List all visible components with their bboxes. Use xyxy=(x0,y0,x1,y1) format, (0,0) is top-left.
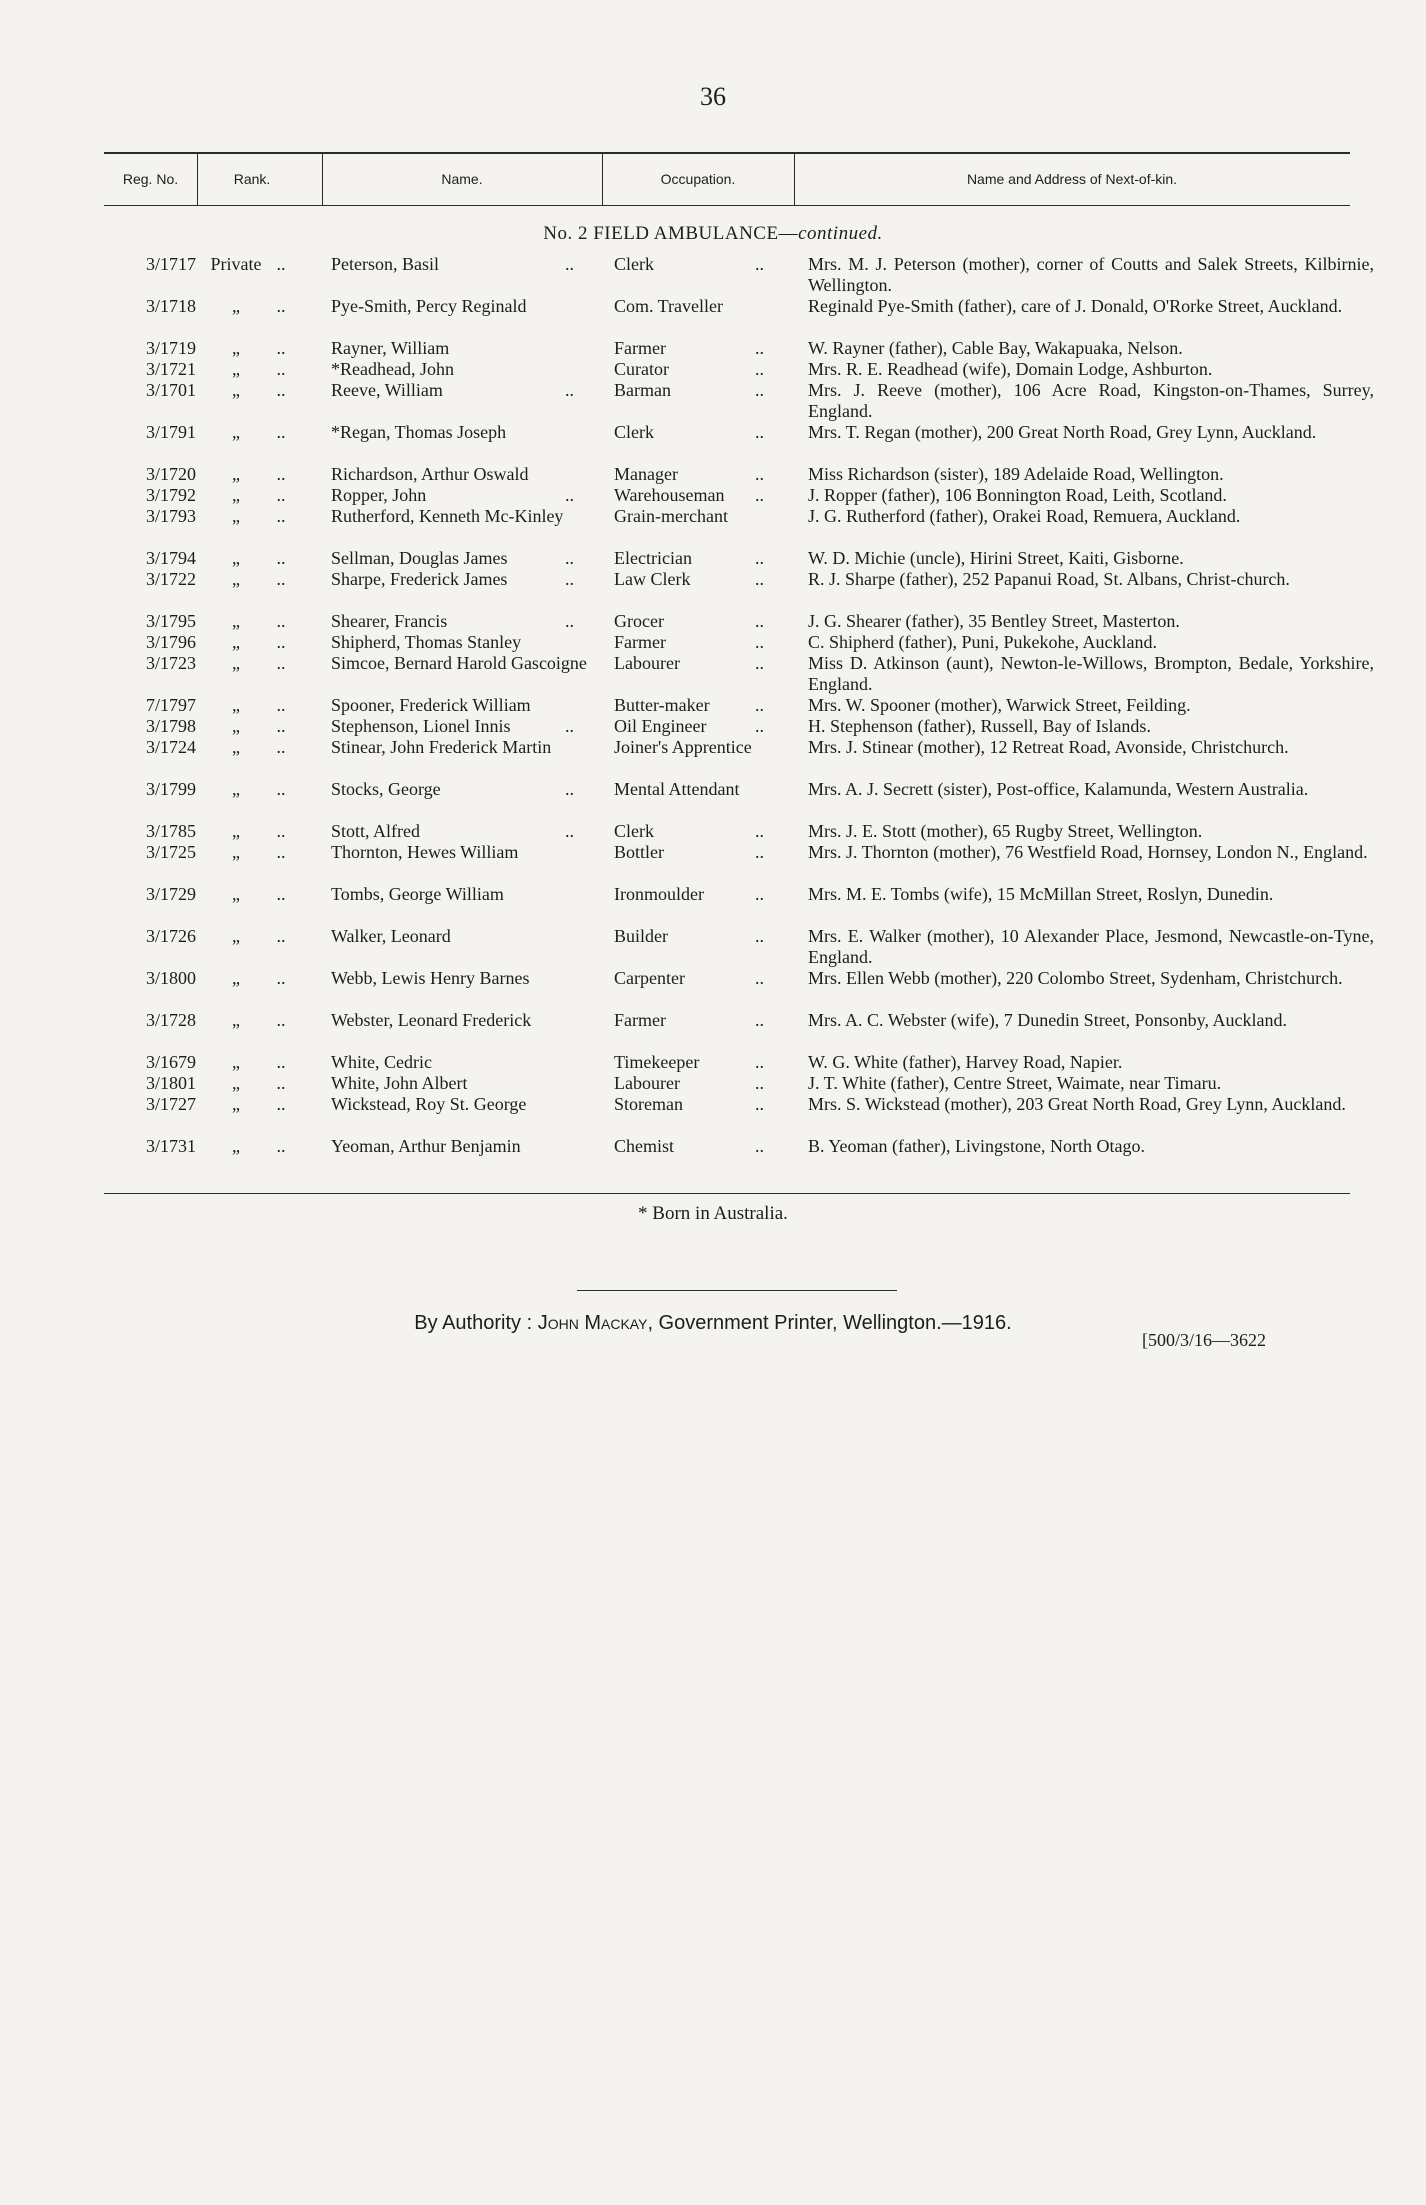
leader-dots: .. xyxy=(755,485,764,505)
next-of-kin-cell: Mrs. J. Reeve (mother), 106 Acre Road, Kingston-on-Thames, Surrey, England. xyxy=(808,380,1374,421)
page-number: 36 xyxy=(700,82,726,111)
rank-value: „ xyxy=(232,611,240,631)
occupation-cell: Butter-maker xyxy=(614,695,710,715)
reg-no-cell: 3/1731 xyxy=(145,1136,196,1156)
leader-dots: .. xyxy=(565,611,574,631)
next-of-kin-cell: Mrs. Ellen Webb (mother), 220 Colombo Street, Sydenham, Christchurch. xyxy=(808,968,1343,988)
rank-value: „ xyxy=(232,779,240,799)
leader-dots: .. xyxy=(755,1073,764,1093)
leader-dots: .. xyxy=(755,695,764,715)
rank-value: „ xyxy=(232,569,240,589)
rank-cell: „ .. xyxy=(200,632,300,653)
leader-dots: .. xyxy=(755,380,764,400)
rank-value: „ xyxy=(232,737,240,757)
rank-cell: „ .. xyxy=(200,968,300,989)
name-cell: Sellman, Douglas James xyxy=(331,548,508,568)
reg-no-cell: 3/1796 xyxy=(145,632,196,652)
next-of-kin-cell: Mrs. M. J. Peterson (mother), corner of Coutts and Salek Streets, Kilbirnie, Wellington. xyxy=(808,254,1374,295)
leader-dots: .. xyxy=(755,1136,764,1156)
reg-no-cell: 3/1727 xyxy=(145,1094,196,1114)
imprint-printer-name: John Mackay xyxy=(537,1312,648,1334)
table-bottom-rule xyxy=(104,1193,1350,1194)
leader-dots: .. xyxy=(755,569,764,589)
leader-dots: .. xyxy=(755,968,764,988)
rank-cell: „ .. xyxy=(200,653,300,674)
name-cell: Webb, Lewis Henry Barnes xyxy=(331,968,530,988)
occupation-cell: Clerk xyxy=(614,422,654,442)
occupation-cell: Mental Attendant xyxy=(614,779,740,799)
reg-no-cell: 3/1723 xyxy=(145,653,196,673)
rank-cell: „ .. xyxy=(200,716,300,737)
leader-dots: .. xyxy=(755,611,764,631)
print-reference: [500/3/16—3622 xyxy=(1142,1330,1266,1350)
name-cell: Simcoe, Bernard Harold Gascoigne xyxy=(331,653,587,673)
leader-dots: .. xyxy=(755,464,764,484)
rank-cell: „ .. xyxy=(200,506,300,527)
rank-cell: „ .. xyxy=(200,338,300,359)
rank-cell: „ .. xyxy=(200,464,300,485)
name-cell: Yeoman, Arthur Benjamin xyxy=(331,1136,521,1156)
occupation-cell: Clerk xyxy=(614,254,654,274)
reg-no-cell: 3/1721 xyxy=(145,359,196,379)
reg-no-cell: 3/1795 xyxy=(145,611,196,631)
reg-no-cell: 3/1722 xyxy=(145,569,196,589)
occupation-cell: Manager xyxy=(614,464,678,484)
rank-value: „ xyxy=(232,968,240,988)
next-of-kin-cell: J. Ropper (father), 106 Bonnington Road, Leith, Scotland. xyxy=(808,485,1227,505)
name-cell: Ropper, John xyxy=(331,485,427,505)
next-of-kin-cell: J. G. Rutherford (father), Orakei Road, Remuera, Auckland. xyxy=(808,506,1241,526)
next-of-kin-cell: Mrs. J. Stinear (mother), 12 Retreat Road, Avonside, Christchurch. xyxy=(808,737,1289,757)
rank-cell: „ .. xyxy=(200,926,300,947)
reg-no-cell: 3/1726 xyxy=(145,926,196,946)
leader-dots: .. xyxy=(565,485,574,505)
occupation-cell: Timekeeper xyxy=(614,1052,700,1072)
occupation-cell: Grain-merchant xyxy=(614,506,728,526)
reg-no-cell: 3/1800 xyxy=(145,968,196,988)
occupation-cell: Bottler xyxy=(614,842,664,862)
leader-dots: .. xyxy=(565,569,574,589)
rank-value: „ xyxy=(232,338,240,358)
section-title-continued: continued. xyxy=(798,223,883,244)
rank-cell: Private .. xyxy=(200,254,300,275)
next-of-kin-cell: Miss D. Atkinson (aunt), Newton-le-Willows, Brompton, Bedale, Yorkshire, England. xyxy=(808,653,1374,694)
next-of-kin-cell: B. Yeoman (father), Livingstone, North Otago. xyxy=(808,1136,1145,1156)
rank-value: „ xyxy=(232,926,240,946)
name-cell: Pye-Smith, Percy Reginald xyxy=(331,296,527,316)
occupation-cell: Law Clerk xyxy=(614,569,691,589)
column-header-reg-no: Reg. No. xyxy=(122,171,179,187)
rank-value: „ xyxy=(232,296,240,316)
rank-value: „ xyxy=(232,422,240,442)
occupation-cell: Labourer xyxy=(614,653,680,673)
rank-value: „ xyxy=(232,821,240,841)
next-of-kin-cell: Mrs. A. J. Secrett (sister), Post-office, Kalamunda, Western Australia. xyxy=(808,779,1309,799)
column-header-next-of-kin: Name and Address of Next-of-kin. xyxy=(966,171,1178,187)
rank-cell: „ .. xyxy=(200,1094,300,1115)
reg-no-cell: 3/1701 xyxy=(145,380,196,400)
next-of-kin-cell: Mrs. E. Walker (mother), 10 Alexander Place, Jesmond, Newcastle-on-Tyne, England. xyxy=(808,926,1374,967)
next-of-kin-cell: C. Shipherd (father), Puni, Pukekohe, Auckland. xyxy=(808,632,1157,652)
rank-value: „ xyxy=(232,884,240,904)
name-cell: Spooner, Frederick William xyxy=(331,695,531,715)
occupation-cell: Barman xyxy=(614,380,671,400)
leader-dots: .. xyxy=(755,884,764,904)
imprint-lead: By Authority : xyxy=(414,1312,538,1334)
name-cell: White, John Albert xyxy=(331,1073,468,1093)
name-cell: Rutherford, Kenneth Mc-Kinley xyxy=(331,506,564,526)
rank-value: „ xyxy=(232,380,240,400)
leader-dots: .. xyxy=(755,632,764,652)
reg-no-cell: 3/1717 xyxy=(145,254,196,274)
next-of-kin-cell: Mrs. T. Regan (mother), 200 Great North Road, Grey Lynn, Auckland. xyxy=(808,422,1317,442)
section-title xyxy=(0,223,1426,245)
reg-no-cell: 3/1785 xyxy=(145,821,196,841)
table-header-rule xyxy=(104,205,1350,206)
occupation-cell: Chemist xyxy=(614,1136,675,1156)
name-cell: Thornton, Hewes William xyxy=(331,842,519,862)
next-of-kin-cell: Mrs. R. E. Readhead (wife), Domain Lodge, Ashburton. xyxy=(808,359,1213,379)
leader-dots: .. xyxy=(755,1094,764,1114)
leader-dots: .. xyxy=(755,716,764,736)
section-title-text: No. 2 FIELD AMBULANCE— xyxy=(543,223,799,244)
occupation-cell: Farmer xyxy=(614,632,666,652)
leader-dots: .. xyxy=(755,821,764,841)
occupation-cell: Joiner's Apprentice xyxy=(614,737,752,757)
rank-cell: „ .. xyxy=(200,1136,300,1157)
rank-value: Private xyxy=(210,254,262,274)
occupation-cell: Clerk xyxy=(614,821,654,841)
rank-cell: „ .. xyxy=(200,569,300,590)
reg-no-cell: 3/1679 xyxy=(145,1052,196,1072)
leader-dots: .. xyxy=(755,422,764,442)
occupation-cell: Com. Traveller xyxy=(614,296,724,316)
leader-dots: .. xyxy=(755,254,764,274)
rank-value: „ xyxy=(232,1136,240,1156)
rank-cell: „ .. xyxy=(200,821,300,842)
occupation-cell: Carpenter xyxy=(614,968,685,988)
leader-dots: .. xyxy=(565,380,574,400)
occupation-cell: Labourer xyxy=(614,1073,680,1093)
next-of-kin-cell: Mrs. J. E. Stott (mother), 65 Rugby Street, Wellington. xyxy=(808,821,1203,841)
next-of-kin-cell: Mrs. A. C. Webster (wife), 7 Dunedin Street, Ponsonby, Auckland. xyxy=(808,1010,1287,1030)
reg-no-cell: 3/1718 xyxy=(145,296,196,316)
leader-dots: .. xyxy=(565,254,574,274)
leader-dots: .. xyxy=(755,359,764,379)
occupation-cell: Oil Engineer xyxy=(614,716,707,736)
leader-dots: .. xyxy=(565,821,574,841)
name-cell: Stocks, George xyxy=(331,779,441,799)
rank-cell: „ .. xyxy=(200,548,300,569)
next-of-kin-cell: W. Rayner (father), Cable Bay, Wakapuaka, Nelson. xyxy=(808,338,1183,358)
name-cell: Walker, Leonard xyxy=(331,926,451,946)
reg-no-cell: 3/1728 xyxy=(145,1010,196,1030)
column-header-name: Name. xyxy=(441,171,483,187)
rank-value: „ xyxy=(232,1052,240,1072)
rank-value: „ xyxy=(232,1073,240,1093)
next-of-kin-cell: W. D. Michie (uncle), Hirini Street, Kaiti, Gisborne. xyxy=(808,548,1184,568)
reg-no-cell: 3/1724 xyxy=(145,737,196,757)
rank-cell: „ .. xyxy=(200,779,300,800)
rank-value: „ xyxy=(232,842,240,862)
rank-cell: „ .. xyxy=(200,1052,300,1073)
rank-cell: „ .. xyxy=(200,380,300,401)
next-of-kin-cell: J. T. White (father), Centre Street, Waimate, near Timaru. xyxy=(808,1073,1222,1093)
rank-value: „ xyxy=(232,1094,240,1114)
footnote: * Born in Australia. xyxy=(638,1203,788,1224)
rank-value: „ xyxy=(232,716,240,736)
leader-dots: .. xyxy=(755,338,764,358)
rank-cell: „ .. xyxy=(200,359,300,380)
column-header-occupation: Occupation. xyxy=(660,171,736,187)
reg-no-cell: 7/1797 xyxy=(145,695,196,715)
next-of-kin-cell: Reginald Pye-Smith (father), care of J. Donald, O'Rorke Street, Auckland. xyxy=(808,296,1343,316)
name-cell: Wickstead, Roy St. George xyxy=(331,1094,527,1114)
name-cell: Stott, Alfred xyxy=(331,821,420,841)
leader-dots: .. xyxy=(565,548,574,568)
rank-cell: „ .. xyxy=(200,884,300,905)
occupation-cell: Farmer xyxy=(614,338,666,358)
leader-dots: .. xyxy=(755,842,764,862)
reg-no-cell: 3/1791 xyxy=(145,422,196,442)
next-of-kin-cell: Miss Richardson (sister), 189 Adelaide Road, Wellington. xyxy=(808,464,1224,484)
name-cell: Sharpe, Frederick James xyxy=(331,569,508,589)
name-cell: Shipherd, Thomas Stanley xyxy=(331,632,522,652)
reg-no-cell: 3/1725 xyxy=(145,842,196,862)
leader-dots: .. xyxy=(755,1052,764,1072)
rank-value: „ xyxy=(232,695,240,715)
name-cell: Shearer, Francis xyxy=(331,611,448,631)
reg-no-cell: 3/1720 xyxy=(145,464,196,484)
reg-no-cell: 3/1729 xyxy=(145,884,196,904)
occupation-cell: Farmer xyxy=(614,1010,666,1030)
next-of-kin-cell: Mrs. M. E. Tombs (wife), 15 McMillan Street, Roslyn, Dunedin. xyxy=(808,884,1274,904)
next-of-kin-cell: Mrs. S. Wickstead (mother), 203 Great North Road, Grey Lynn, Auckland. xyxy=(808,1094,1346,1114)
rank-cell: „ .. xyxy=(200,611,300,632)
reg-no-cell: 3/1801 xyxy=(145,1073,196,1093)
name-cell: Richardson, Arthur Oswald xyxy=(331,464,529,484)
rank-cell: „ .. xyxy=(200,296,300,317)
rank-value: „ xyxy=(232,1010,240,1030)
rank-value: „ xyxy=(232,632,240,652)
rank-value: „ xyxy=(232,485,240,505)
name-cell: Rayner, William xyxy=(331,338,450,358)
column-header-rank: Rank. xyxy=(233,171,271,187)
reg-no-cell: 3/1793 xyxy=(145,506,196,526)
name-cell: Webster, Leonard Frederick xyxy=(331,1010,532,1030)
rank-value: „ xyxy=(232,359,240,379)
next-of-kin-cell: R. J. Sharpe (father), 252 Papanui Road, St. Albans, Christ-church. xyxy=(808,569,1290,589)
rank-value: „ xyxy=(232,464,240,484)
next-of-kin-cell: W. G. White (father), Harvey Road, Napier. xyxy=(808,1052,1123,1072)
rank-value: „ xyxy=(232,653,240,673)
rank-cell: „ .. xyxy=(200,485,300,506)
leader-dots: .. xyxy=(565,716,574,736)
name-cell: Peterson, Basil xyxy=(331,254,439,274)
leader-dots: .. xyxy=(755,1010,764,1030)
next-of-kin-cell: Mrs. J. Thornton (mother), 76 Westfield Road, Hornsey, London N., England. xyxy=(808,842,1368,862)
reg-no-cell: 3/1792 xyxy=(145,485,196,505)
rank-value: „ xyxy=(232,506,240,526)
leader-dots: .. xyxy=(565,779,574,799)
name-cell: *Regan, Thomas Joseph xyxy=(331,422,507,442)
rank-cell: „ .. xyxy=(200,737,300,758)
next-of-kin-cell: J. G. Shearer (father), 35 Bentley Street, Masterton. xyxy=(808,611,1180,631)
reg-no-cell: 3/1719 xyxy=(145,338,196,358)
name-cell: Reeve, William xyxy=(331,380,443,400)
leader-dots: .. xyxy=(755,653,764,673)
rank-cell: „ .. xyxy=(200,1073,300,1094)
name-cell: Tombs, George William xyxy=(331,884,504,904)
reg-no-cell: 3/1794 xyxy=(145,548,196,568)
name-cell: Stephenson, Lionel Innis xyxy=(331,716,511,736)
leader-dots: .. xyxy=(755,548,764,568)
occupation-cell: Ironmoulder xyxy=(614,884,704,904)
imprint-rule xyxy=(577,1290,897,1291)
name-cell: Stinear, John Frederick Martin xyxy=(331,737,552,757)
occupation-cell: Storeman xyxy=(614,1094,683,1114)
rank-cell: „ .. xyxy=(200,695,300,716)
reg-no-cell: 3/1798 xyxy=(145,716,196,736)
imprint-tail: , Government Printer, Wellington.—1916. xyxy=(647,1312,1012,1334)
occupation-cell: Builder xyxy=(614,926,668,946)
name-cell: White, Cedric xyxy=(331,1052,432,1072)
leader-dots: .. xyxy=(755,926,764,946)
next-of-kin-cell: Mrs. W. Spooner (mother), Warwick Street, Feilding. xyxy=(808,695,1191,715)
name-cell: *Readhead, John xyxy=(331,359,454,379)
rank-cell: „ .. xyxy=(200,422,300,443)
next-of-kin-cell: H. Stephenson (father), Russell, Bay of Islands. xyxy=(808,716,1151,736)
occupation-cell: Electrician xyxy=(614,548,692,568)
rank-value: „ xyxy=(232,548,240,568)
occupation-cell: Warehouseman xyxy=(614,485,725,505)
rank-cell: „ .. xyxy=(200,842,300,863)
occupation-cell: Grocer xyxy=(614,611,664,631)
occupation-cell: Curator xyxy=(614,359,669,379)
reg-no-cell: 3/1799 xyxy=(145,779,196,799)
rank-cell: „ .. xyxy=(200,1010,300,1031)
